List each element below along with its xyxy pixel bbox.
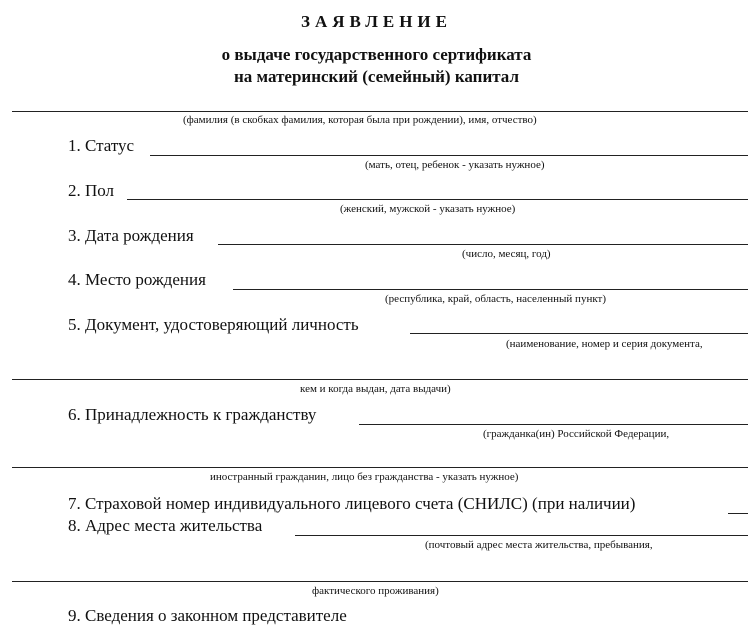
full-name-line[interactable] bbox=[12, 111, 748, 112]
address-hint: (почтовый адрес места жительства, пребывания, bbox=[425, 539, 653, 551]
status-hint: (мать, отец, ребенок - указать нужное) bbox=[365, 159, 545, 171]
birth-date-label: 3. Дата рождения bbox=[68, 226, 194, 245]
id-document-hint-2: кем и когда выдан, дата выдачи) bbox=[300, 383, 451, 395]
id-document-line[interactable] bbox=[410, 333, 748, 334]
citizenship-hint: (гражданка(ин) Российской Федерации, bbox=[483, 428, 670, 440]
id-document-line-2[interactable] bbox=[12, 379, 748, 380]
citizenship-line-2[interactable] bbox=[12, 467, 748, 468]
birth-place-label: 4. Место рождения bbox=[68, 270, 206, 289]
representative-label: 9. Сведения о законном представителе bbox=[68, 606, 347, 625]
snils-line[interactable] bbox=[728, 513, 748, 514]
id-document-hint: (наименование, номер и серия документа, bbox=[506, 338, 703, 350]
birth-place-line[interactable] bbox=[233, 289, 748, 290]
citizenship-hint-2: иностранный гражданин, лицо без гражданства - указать нужное) bbox=[210, 471, 519, 483]
birth-date-line[interactable] bbox=[218, 244, 748, 245]
status-line[interactable] bbox=[150, 155, 748, 156]
status-label: 1. Статус bbox=[68, 136, 135, 155]
document-subtitle-line1: о выдаче государственного сертификата bbox=[221, 45, 532, 64]
address-label: 8. Адрес места жительства bbox=[68, 516, 263, 535]
birth-place-hint: (республика, край, область, населенный пункт) bbox=[385, 293, 606, 305]
sex-line[interactable] bbox=[127, 199, 748, 200]
sex-hint: (женский, мужской - указать нужное) bbox=[340, 203, 516, 215]
sex-label: 2. Пол bbox=[68, 181, 115, 200]
address-hint-2: фактического проживания) bbox=[312, 585, 439, 597]
birth-date-hint: (число, месяц, год) bbox=[462, 248, 551, 260]
full-name-hint: (фамилия (в скобках фамилия, которая была при рождении), имя, отчество) bbox=[183, 114, 537, 126]
snils-label: 7. Страховой номер индивидуального лицевого счета (СНИЛС) (при наличии) bbox=[68, 494, 636, 513]
id-document-label: 5. Документ, удостоверяющий личность bbox=[68, 315, 359, 334]
citizenship-line[interactable] bbox=[359, 424, 748, 425]
address-line[interactable] bbox=[295, 535, 748, 536]
address-line-2[interactable] bbox=[12, 581, 748, 582]
document-title: ЗАЯВЛЕНИЕ bbox=[300, 12, 452, 31]
document-subtitle-line2: на материнский (семейный) капитал bbox=[234, 67, 519, 86]
citizenship-label: 6. Принадлежность к гражданству bbox=[68, 405, 317, 424]
